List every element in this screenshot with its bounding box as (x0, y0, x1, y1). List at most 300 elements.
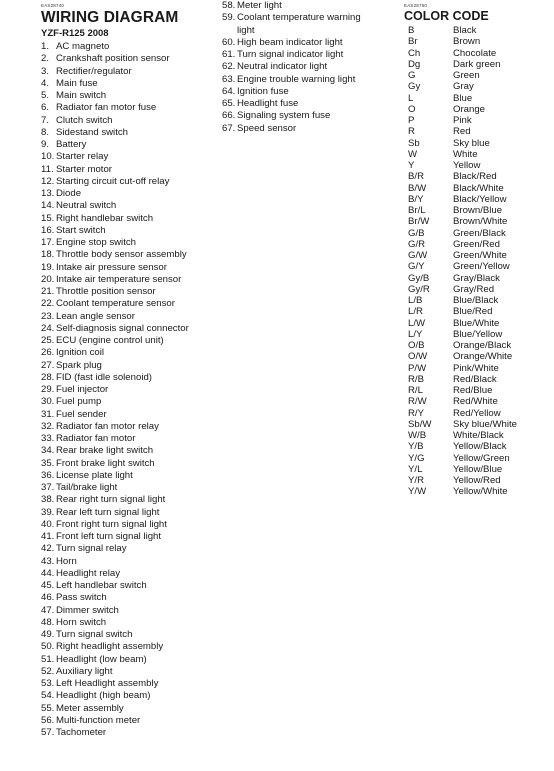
item-number: 63. (222, 73, 236, 85)
color-code-row (404, 284, 549, 295)
item-number: 54. (41, 690, 55, 702)
item-label: Meter assembly (56, 702, 124, 714)
list-item (41, 139, 221, 151)
color-code-row (404, 475, 549, 486)
color-name: Yellow/White (453, 486, 508, 498)
list-item (222, 86, 392, 98)
list-item (41, 445, 221, 457)
color-name: Sky blue (453, 137, 490, 149)
list-item (41, 213, 221, 225)
color-abbreviation: G/B (408, 227, 425, 239)
color-name: Gray/Black (453, 272, 500, 284)
color-name: Blue (453, 92, 473, 104)
color-abbreviation: Sb (408, 137, 420, 149)
item-label: Neutral indicator light (237, 61, 328, 73)
list-item (41, 494, 221, 506)
item-label: Left Headlight assembly (56, 678, 159, 689)
list-item (41, 115, 221, 127)
item-label: Radiator fan motor (56, 433, 136, 444)
item-number: 37. (41, 482, 55, 493)
list-item (41, 458, 221, 470)
list-item (41, 66, 221, 78)
color-code-row (404, 261, 549, 272)
color-abbreviation: Ch (408, 47, 421, 59)
color-abbreviation: O/B (408, 340, 425, 351)
color-abbreviation: R (408, 126, 415, 138)
color-name: Blue/Black (453, 295, 499, 306)
item-label: AC magneto (56, 41, 110, 52)
color-code-row (404, 250, 549, 261)
list-item (41, 617, 221, 629)
item-number: 55. (41, 702, 55, 714)
item-number: 59. (222, 12, 236, 24)
item-label: Starting circuit cut-off relay (56, 175, 170, 187)
item-number: 7. (41, 114, 50, 126)
color-name: Red/Black (453, 373, 497, 385)
list-item (41, 286, 221, 298)
item-label: Front brake light switch (56, 457, 155, 469)
list-item (222, 98, 392, 110)
item-number: 29. (41, 384, 55, 395)
color-name: Orange/Black (453, 340, 512, 351)
item-label: Turn signal relay (56, 543, 127, 555)
item-label: Clutch switch (56, 114, 113, 126)
item-label: Starter motor (56, 163, 112, 175)
item-number: 26. (41, 347, 55, 359)
list-item (41, 200, 221, 212)
list-item (41, 90, 221, 102)
color-code-row (404, 205, 549, 216)
color-name: Black/White (453, 182, 504, 194)
item-label: Ignition fuse (237, 85, 289, 97)
list-item (41, 127, 221, 139)
item-number: 17. (41, 237, 55, 248)
item-number: 25. (41, 335, 55, 346)
list-item (41, 482, 221, 494)
item-number: 49. (41, 629, 55, 640)
color-code-row (404, 216, 549, 227)
item-label: Spark plug (56, 359, 102, 371)
color-abbreviation: G/Y (408, 261, 425, 273)
item-label: Radiator fan motor relay (56, 420, 159, 432)
item-label: Headlight (high beam) (56, 690, 151, 702)
item-number: 13. (41, 188, 55, 199)
list-item (41, 727, 221, 739)
item-label: Fuel sender (56, 408, 107, 420)
color-code-row (404, 36, 549, 47)
color-abbreviation: Br (408, 36, 418, 48)
wiring-diagram-column (41, 0, 221, 739)
item-label: Left handlebar switch (56, 580, 147, 591)
color-abbreviation: P (408, 115, 415, 126)
item-number: 27. (41, 359, 55, 371)
color-code-row (404, 374, 549, 385)
list-item (41, 654, 221, 666)
list-item (41, 335, 221, 347)
color-name: Pink/White (453, 362, 499, 374)
item-number: 10. (41, 151, 55, 163)
color-code-row (404, 81, 549, 92)
color-name: Orange (453, 103, 485, 115)
list-item (222, 110, 392, 122)
list-item (222, 123, 392, 135)
list-item (41, 188, 221, 200)
color-abbreviation: G/R (408, 238, 426, 250)
item-number: 64. (222, 85, 236, 97)
item-number: 44. (41, 567, 55, 579)
item-label: Turn signal switch (56, 629, 133, 640)
item-label: ECU (engine control unit) (56, 335, 164, 346)
color-abbreviation: R/W (408, 396, 427, 408)
item-label: Rectifier/regulator (56, 65, 132, 77)
item-number: 30. (41, 396, 55, 408)
color-code-row (404, 239, 549, 250)
list-item (41, 53, 221, 65)
item-label: Turn signal indicator light (237, 49, 344, 60)
item-number: 1. (41, 41, 50, 52)
item-number: 53. (41, 678, 55, 689)
color-name: Brown/Blue (453, 205, 503, 216)
item-number: 61. (222, 49, 236, 60)
color-code-row (404, 126, 549, 137)
item-number: 48. (41, 616, 55, 628)
item-number: 67. (222, 122, 236, 134)
item-label: Sidestand switch (56, 126, 128, 138)
item-number: 31. (41, 408, 55, 420)
color-code-row (404, 385, 549, 396)
color-abbreviation: Br/W (408, 216, 430, 228)
item-number: 9. (41, 139, 50, 150)
item-number: 24. (41, 322, 55, 334)
list-item (41, 703, 221, 715)
color-code-row (404, 340, 549, 351)
item-label: Rear brake light switch (56, 445, 154, 457)
item-label: Throttle position sensor (56, 286, 156, 297)
item-label: Intake air pressure sensor (56, 261, 167, 273)
item-label: Battery (56, 139, 87, 150)
item-number: 22. (41, 298, 55, 310)
color-code-column (404, 0, 549, 498)
color-name: Green/Red (453, 238, 500, 250)
section-code: EAS28740 (41, 3, 65, 8)
list-item (41, 372, 221, 384)
list-item (41, 347, 221, 359)
color-abbreviation: R/Y (408, 407, 424, 419)
color-abbreviation: B/Y (408, 193, 424, 205)
color-abbreviation: Gy/R (408, 283, 430, 295)
list-item (222, 49, 392, 61)
item-label: Front right turn signal light (56, 518, 167, 530)
list-item (222, 61, 392, 73)
color-code-row (404, 138, 549, 149)
item-number: 35. (41, 457, 55, 469)
color-code-row (404, 48, 549, 59)
item-number: 42. (41, 543, 55, 555)
list-item (41, 274, 221, 286)
item-label: High beam indicator light (237, 36, 343, 48)
item-label: Dimmer switch (56, 604, 119, 616)
list-item (41, 41, 221, 53)
item-label: Intake air temperature sensor (56, 273, 182, 285)
item-number: 21. (41, 286, 55, 297)
item-number: 12. (41, 175, 55, 187)
item-label: Ignition coil (56, 347, 104, 359)
list-item (41, 360, 221, 372)
color-code-row (404, 318, 549, 329)
section-title: WIRING DIAGRAM (41, 9, 179, 26)
color-name: Green/Yellow (453, 261, 510, 273)
item-number: 20. (41, 273, 55, 285)
list-item (222, 0, 392, 12)
list-item (41, 678, 221, 690)
color-abbreviation: W (408, 148, 418, 160)
item-label: Pass switch (56, 592, 107, 604)
item-number: 5. (41, 90, 50, 101)
item-number: 36. (41, 469, 55, 481)
color-name: Black/Red (453, 171, 497, 183)
item-label: Main fuse (56, 77, 98, 89)
color-code-row (404, 306, 549, 317)
color-code-title: COLOR CODE (404, 9, 489, 23)
list-item (41, 262, 221, 274)
color-code-row (404, 486, 549, 497)
list-item (41, 176, 221, 188)
item-number: 18. (41, 249, 55, 261)
item-label: Horn (56, 555, 77, 567)
model-label: YZF-R125 2008 (41, 28, 109, 39)
color-code-row (404, 149, 549, 160)
color-code-row (404, 464, 549, 475)
item-number: 57. (41, 727, 55, 738)
list-item (222, 12, 392, 37)
color-name: Red/Blue (453, 385, 493, 396)
item-number: 38. (41, 494, 55, 506)
list-item (222, 37, 392, 49)
item-number: 11. (41, 163, 54, 175)
color-code-row (404, 351, 549, 362)
item-number: 40. (41, 518, 55, 530)
list-item (41, 580, 221, 592)
color-abbreviation: P/W (408, 362, 427, 374)
color-abbreviation: L/B (408, 295, 423, 306)
item-number: 58. (222, 0, 236, 11)
item-label: Headlight relay (56, 567, 120, 579)
list-item (41, 531, 221, 543)
item-number: 4. (41, 77, 50, 89)
item-number: 62. (222, 61, 236, 73)
list-item (41, 311, 221, 323)
color-abbreviation: R/B (408, 373, 424, 385)
list-item (41, 78, 221, 90)
color-name: Red (453, 126, 471, 138)
item-number: 52. (41, 665, 55, 677)
item-number: 46. (41, 592, 55, 604)
item-label: Tachometer (56, 727, 107, 738)
item-number: 43. (41, 555, 55, 567)
color-code-row (404, 273, 549, 284)
color-name: Red/White (453, 396, 498, 408)
item-label: Neutral switch (56, 200, 117, 212)
list-item (41, 543, 221, 555)
item-label: Coolant temperature warning light (237, 12, 361, 36)
color-code-row (404, 160, 549, 171)
list-item (41, 592, 221, 604)
item-label: Fuel pump (56, 396, 102, 408)
color-name: Green (453, 70, 480, 81)
color-code-row (404, 228, 549, 239)
list-item (41, 323, 221, 335)
component-list-continued-column (222, 0, 392, 135)
color-name: Green/Black (453, 227, 506, 239)
color-abbreviation: O (408, 103, 416, 115)
color-name: Yellow/Blue (453, 463, 503, 475)
color-code-row (404, 363, 549, 374)
color-name: Black (453, 25, 477, 36)
item-number: 39. (41, 506, 55, 518)
color-name: Dark green (453, 58, 501, 70)
list-item (41, 409, 221, 421)
color-code-row (404, 396, 549, 407)
color-name: Yellow/Black (453, 441, 507, 453)
color-abbreviation: O/W (408, 351, 428, 363)
color-abbreviation: G/W (408, 250, 428, 261)
item-number: 51. (41, 653, 55, 665)
color-name: Blue/Yellow (453, 328, 503, 340)
item-number: 66. (222, 110, 236, 122)
list-item (41, 249, 221, 261)
list-item (41, 556, 221, 568)
color-abbreviation: Y/L (408, 463, 423, 475)
item-number: 14. (41, 200, 55, 212)
list-item (41, 629, 221, 641)
color-name: Brown/White (453, 216, 508, 228)
color-name: Orange/White (453, 351, 513, 363)
item-label: FID (fast idle solenoid) (56, 371, 152, 383)
item-number: 47. (41, 604, 55, 616)
item-label: Self-diagnosis signal connector (56, 322, 189, 334)
color-name: Sky blue/White (453, 418, 517, 430)
item-number: 56. (41, 714, 55, 726)
color-code-row (404, 183, 549, 194)
list-item (41, 433, 221, 445)
list-item (41, 298, 221, 310)
color-abbreviation: Dg (408, 58, 421, 70)
item-label: Lean angle sensor (56, 310, 135, 322)
list-item (41, 237, 221, 249)
color-name: Yellow/Red (453, 475, 501, 486)
color-abbreviation: R/L (408, 385, 423, 396)
color-abbreviation: Y/R (408, 475, 424, 486)
list-item (41, 164, 221, 176)
list-item (41, 384, 221, 396)
item-number: 60. (222, 36, 236, 48)
list-item (41, 666, 221, 678)
item-number: 8. (41, 126, 50, 138)
item-label: Horn switch (56, 616, 107, 628)
item-label: Speed sensor (237, 122, 297, 134)
color-code-row (404, 295, 549, 306)
color-abbreviation: B/R (408, 171, 424, 183)
item-label: Coolant temperature sensor (56, 298, 175, 310)
list-item (41, 690, 221, 702)
item-number: 6. (41, 102, 50, 114)
component-list (41, 41, 221, 739)
item-label: Start switch (56, 224, 106, 236)
color-abbreviation: B (408, 25, 415, 36)
color-name: White (453, 148, 478, 160)
item-label: Auxiliary light (56, 665, 113, 677)
item-number: 23. (41, 310, 55, 322)
item-label: Right headlight assembly (56, 641, 164, 653)
color-code-row (404, 430, 549, 441)
color-name: Yellow/Green (453, 452, 510, 464)
color-abbreviation: Y (408, 160, 415, 171)
list-item (41, 102, 221, 114)
list-item (41, 568, 221, 580)
color-name: Blue/Red (453, 306, 493, 318)
list-item (222, 74, 392, 86)
color-code-row (404, 25, 549, 36)
item-label: Tail/brake light (56, 482, 118, 493)
list-item (41, 225, 221, 237)
item-label: Fuel injector (56, 384, 109, 395)
color-abbreviation: W/B (408, 430, 427, 441)
color-code-list (404, 25, 549, 498)
color-name: Pink (453, 115, 472, 126)
color-abbreviation: Sb/W (408, 418, 432, 430)
color-abbreviation: G (408, 70, 416, 81)
color-name: Red/Yellow (453, 407, 501, 419)
item-label: Diode (56, 188, 82, 199)
color-name: Yellow (453, 160, 481, 171)
color-code-row (404, 59, 549, 70)
item-number: 16. (41, 224, 55, 236)
item-number: 15. (41, 212, 55, 224)
color-abbreviation: L (408, 92, 414, 104)
color-code-row (404, 104, 549, 115)
item-label: Starter relay (56, 151, 109, 163)
item-label: Front left turn signal light (56, 531, 162, 542)
item-label: Rear right turn signal light (56, 494, 166, 506)
color-name: Brown (453, 36, 481, 48)
color-code-row (404, 419, 549, 430)
list-item (41, 421, 221, 433)
color-section-code: EAS28750 (404, 3, 428, 8)
item-label: Right handlebar switch (56, 212, 154, 224)
item-number: 65. (222, 98, 236, 109)
item-label: Meter light (237, 0, 282, 11)
item-number: 3. (41, 65, 50, 77)
color-abbreviation: Gy (408, 81, 421, 93)
item-number: 32. (41, 420, 55, 432)
color-code-row (404, 453, 549, 464)
item-label: License plate light (56, 469, 133, 481)
list-item (41, 641, 221, 653)
item-label: Multi-function meter (56, 714, 141, 726)
item-number: 34. (41, 445, 55, 457)
color-code-row (404, 408, 549, 419)
color-abbreviation: Br/L (408, 205, 426, 216)
item-label: Throttle body sensor assembly (56, 249, 187, 261)
list-item (41, 396, 221, 408)
item-label: Headlight fuse (237, 98, 299, 109)
list-item (41, 715, 221, 727)
item-number: 45. (41, 580, 55, 591)
color-name: Green/White (453, 250, 507, 261)
item-number: 41. (41, 531, 55, 542)
color-abbreviation: Y/B (408, 441, 424, 453)
component-list-continued (222, 0, 392, 135)
